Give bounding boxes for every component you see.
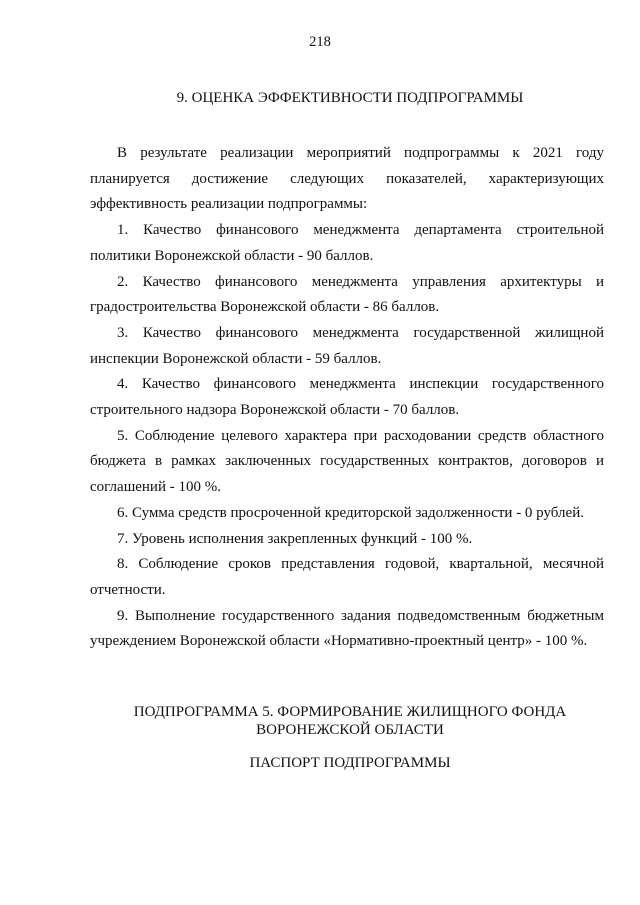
indicator-item-7: 7. Уровень исполнения закрепленных функций - 100 %. [117, 530, 473, 547]
section-heading: 9. ОЦЕНКА ЭФФЕКТИВНОСТИ ПОДПРОГРАММЫ [176, 90, 524, 106]
indicator-item-2: 2. Качество финансового менеджмента управления архитектуры и градостроительства Воронежской области - 86 баллов. [90, 273, 604, 316]
body-text [90, 141, 604, 655]
indicator-item-3: 3. Качество финансового менеджмента государственной жилищной инспекции Воронежской области - 59 баллов. [90, 324, 604, 367]
page-number: 218 [309, 34, 331, 50]
subprogram-heading-line1: ПОДПРОГРАММА 5. ФОРМИРОВАНИЕ ЖИЛИЩНОГО ФОНДА [133, 704, 567, 720]
indicator-item-1: 1. Качество финансового менеджмента департамента строительной политики Воронежской области - 90 баллов. [90, 222, 604, 264]
indicator-item-8: 8. Соблюдение сроков представления годовой, квартальной, месячной отчетности. [90, 556, 604, 598]
intro-paragraph: В результате реализации мероприятий подпрограммы к 2021 году планируется достижение следующих показателей, характеризующих эффективность реализации подпрограммы: [90, 145, 604, 213]
subprogram-heading-line2: ВОРОНЕЖСКОЙ ОБЛАСТИ [256, 721, 444, 738]
indicator-item-4: 4. Качество финансового менеджмента инспекции государственного строительного надзора Воронежской области - 70 баллов. [90, 376, 604, 419]
passport-heading: ПАСПОРТ ПОДПРОГРАММЫ [249, 755, 451, 771]
indicator-item-5: 5. Соблюдение целевого характера при расходовании средств областного бюджета в рамках заключенных государственных контрактов, договоров и соглашений - 100 %. [90, 427, 604, 496]
subprogram-heading [96, 704, 604, 739]
indicator-item-6: 6. Сумма средств просроченной кредиторской задолженности - 0 рублей. [117, 504, 584, 521]
indicator-item-9: 9. Выполнение государственного задания подведомственным бюджетным учреждением Воронежской области «Нормативно-проектный центр» - 100 %. [90, 607, 604, 650]
